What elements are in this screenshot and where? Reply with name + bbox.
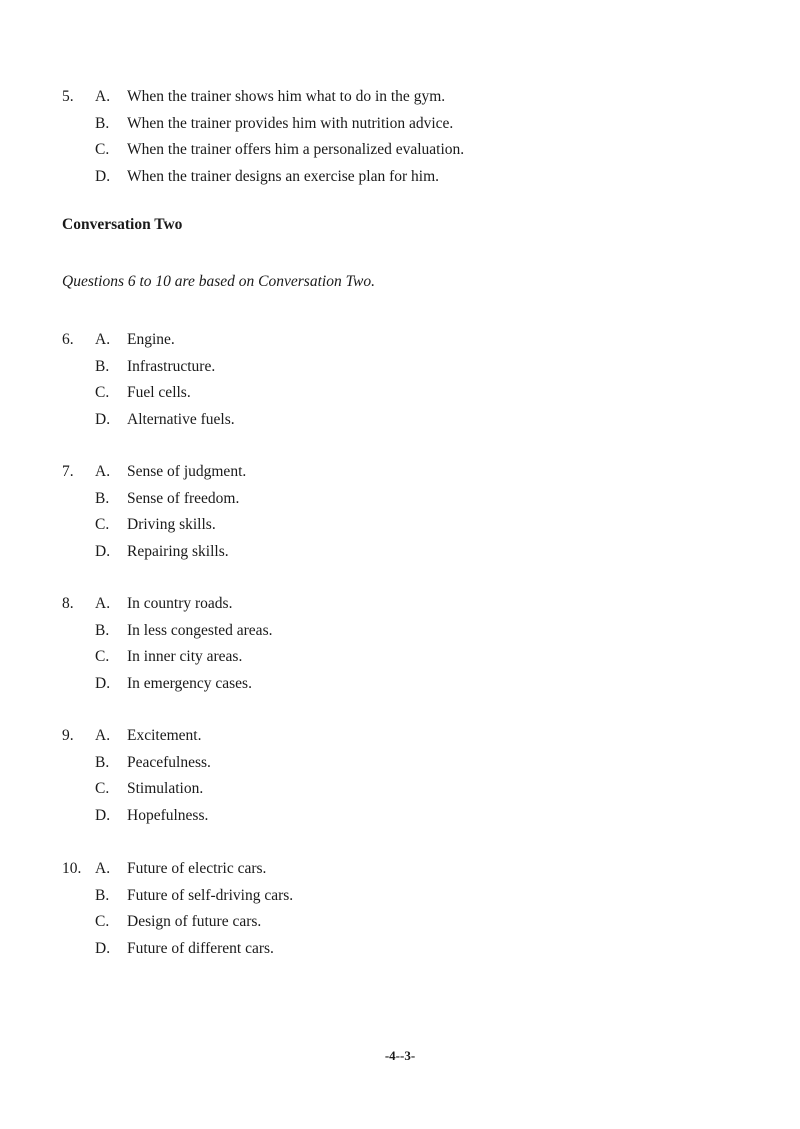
section-instruction: Questions 6 to 10 are based on Conversation Two. — [62, 273, 376, 290]
option-d — [0, 671, 800, 698]
option-d — [0, 936, 800, 963]
option-letter: A. — [95, 463, 111, 480]
option-text: Engine. — [127, 331, 175, 348]
question-10 — [0, 856, 800, 962]
option-b — [0, 618, 800, 645]
question-number: 6. — [62, 331, 74, 348]
option-c — [0, 909, 800, 936]
option-text: Peacefulness. — [127, 753, 211, 771]
option-text: In less congested areas. — [127, 621, 273, 639]
option-d — [0, 164, 800, 191]
question-number: 10. — [62, 860, 82, 877]
option-text: When the trainer offers him a personalized evaluation. — [127, 141, 465, 158]
option-letter: D. — [95, 939, 111, 957]
option-letter: C. — [95, 913, 110, 930]
option-letter: A. — [95, 595, 111, 612]
option-b — [0, 486, 800, 513]
option-c — [0, 137, 800, 164]
option-text: Future of different cars. — [127, 939, 274, 957]
question-9 — [0, 723, 800, 829]
option-letter: D. — [95, 806, 111, 824]
option-letter: C. — [95, 648, 110, 665]
option-letter: B. — [95, 621, 110, 639]
option-text: When the trainer designs an exercise plan for him. — [127, 167, 440, 185]
option-text: Design of future cars. — [127, 913, 262, 930]
option-text: Infrastructure. — [127, 357, 216, 375]
option-text: In emergency cases. — [127, 674, 252, 692]
option-letter: B. — [95, 114, 110, 132]
option-text: When the trainer provides him with nutrition advice. — [127, 114, 454, 132]
option-d — [0, 803, 800, 830]
option-text: Sense of judgment. — [127, 463, 247, 480]
option-letter: C. — [95, 516, 110, 533]
option-text: In inner city areas. — [127, 648, 243, 665]
question-number: 5. — [62, 88, 74, 105]
option-letter: D. — [95, 410, 111, 428]
option-b — [0, 750, 800, 777]
option-c — [0, 644, 800, 671]
option-letter: C. — [95, 780, 110, 797]
page-number: -4--3- — [384, 1048, 416, 1063]
option-letter: D. — [95, 167, 111, 185]
option-a — [0, 327, 800, 354]
option-text: Fuel cells. — [127, 384, 191, 401]
question-number: 8. — [62, 595, 74, 612]
option-d — [0, 539, 800, 566]
option-b — [0, 883, 800, 910]
option-text: When the trainer shows him what to do in the gym. — [127, 88, 446, 105]
option-letter: A. — [95, 860, 111, 877]
option-text: Hopefulness. — [127, 806, 209, 824]
option-text: Repairing skills. — [127, 542, 229, 560]
section-heading: Conversation Two — [62, 216, 183, 233]
option-text: Excitement. — [127, 727, 202, 744]
option-letter: B. — [95, 886, 110, 904]
option-a — [0, 723, 800, 750]
option-letter: D. — [95, 542, 111, 560]
question-6 — [0, 327, 800, 433]
option-b — [0, 354, 800, 381]
question-5 — [0, 84, 800, 190]
question-number: 9. — [62, 727, 74, 744]
option-text: In country roads. — [127, 595, 233, 612]
question-8 — [0, 591, 800, 697]
option-text: Future of electric cars. — [127, 860, 267, 877]
option-c — [0, 776, 800, 803]
option-text: Alternative fuels. — [127, 410, 235, 428]
option-text: Driving skills. — [127, 516, 216, 533]
option-c — [0, 380, 800, 407]
option-a — [0, 459, 800, 486]
option-text: Stimulation. — [127, 780, 204, 797]
option-b — [0, 111, 800, 138]
question-7 — [0, 459, 800, 565]
option-letter: D. — [95, 674, 111, 692]
option-a — [0, 591, 800, 618]
option-a — [0, 84, 800, 111]
option-letter: B. — [95, 489, 110, 507]
option-letter: B. — [95, 357, 110, 375]
option-letter: A. — [95, 727, 111, 744]
question-number: 7. — [62, 463, 74, 480]
option-text: Future of self-driving cars. — [127, 886, 294, 904]
option-a — [0, 856, 800, 883]
option-letter: A. — [95, 88, 111, 105]
option-letter: A. — [95, 331, 111, 348]
option-text: Sense of freedom. — [127, 489, 240, 507]
option-letter: C. — [95, 384, 110, 401]
option-c — [0, 512, 800, 539]
option-letter: C. — [95, 141, 110, 158]
option-letter: B. — [95, 753, 110, 771]
option-d — [0, 407, 800, 434]
